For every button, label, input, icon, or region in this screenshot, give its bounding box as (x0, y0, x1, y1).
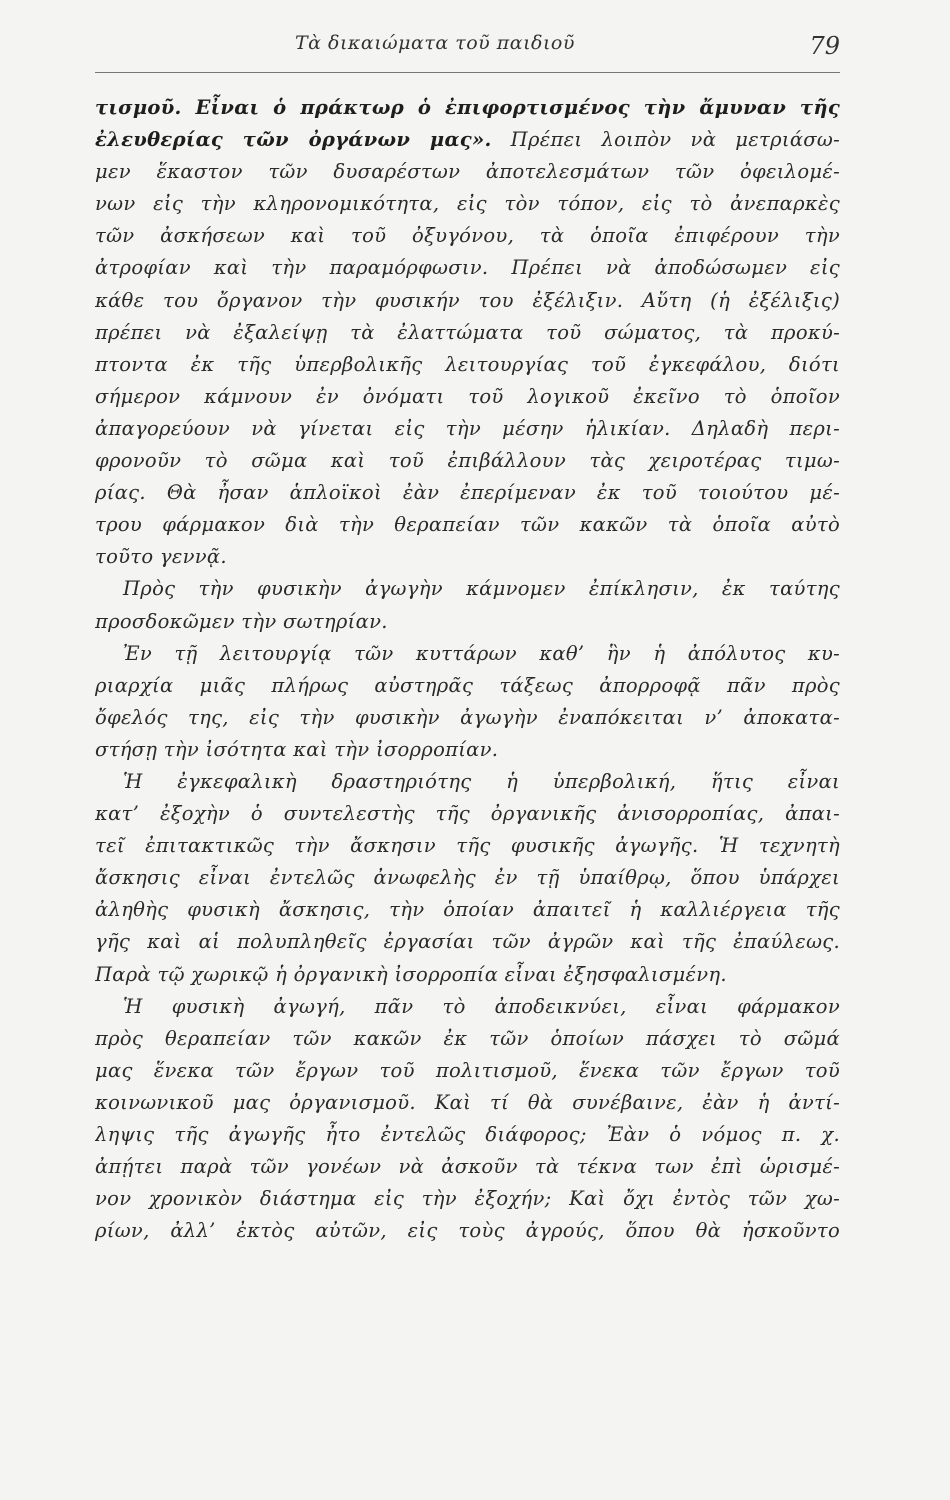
text-line: κοινωνικοῦ μας ὀργανισμοῦ. Καὶ τί θὰ συνέβαινε, ἐὰν ἡ ἀντί- (95, 1090, 840, 1114)
running-head: Τὰ δικαιώματα τοῦ παιδιοῦ (295, 32, 575, 54)
body-text (95, 92, 840, 1247)
text-line: ἀπαγορεύουν νὰ γίνεται εἰς τὴν μέσην ἡλικίαν. Δηλαδὴ περι- (95, 416, 840, 440)
page-header (95, 28, 840, 68)
text-line: ρίων, ἀλλ’ ἐκτὸς αὐτῶν, εἰς τοὺς ἀγρούς, ὅπου θὰ ἠσκοῦντο (95, 1219, 840, 1243)
text-line: τρου φάρμακον διὰ τὴν θεραπείαν τῶν κακῶν τὰ ὁποῖα αὐτὸ (95, 513, 840, 537)
header-rule (95, 72, 840, 73)
page-number: 79 (809, 32, 840, 60)
text-line: ἀτροφίαν καὶ τὴν παραμόρφωσιν. Πρέπει νὰ ἀποδώσωμεν εἰς (95, 256, 840, 280)
text-line: ριαρχία μιᾶς πλήρως αὐστηρᾶς τάξεως ἀπορροφᾷ πᾶν πρὸς (95, 673, 840, 697)
text-line: στήσῃ τὴν ἰσότητα καὶ τὴν ἰσορροπίαν. (95, 737, 499, 761)
text-line (95, 124, 840, 156)
text-line: ἀληθὴς φυσικὴ ἄσκησις, τὴν ὁποίαν ἀπαιτεῖ ἡ καλλιέργεια τῆς (95, 898, 840, 922)
text-line: ἀπῄτει παρὰ τῶν γονέων νὰ ἀσκοῦν τὰ τέκνα των ἐπὶ ὡρισμέ- (95, 1155, 840, 1179)
text-line: σήμερον κάμνουν ἐν ὀνόματι τοῦ λογικοῦ ἐκεῖνο τὸ ὁποῖον (95, 384, 840, 408)
line-text: Πρέπει λοιπὸν νὰ μετριάσω- (491, 128, 840, 152)
text-line: τοῦτο γεννᾷ. (95, 545, 227, 569)
text-line: ρίας. Θὰ ἦσαν ἁπλοϊκοὶ ἐὰν ἐπερίμεναν ἐκ τοῦ τοιούτου μέ- (95, 481, 840, 505)
text-line: τισμοῦ. Εἶναι ὁ πράκτωρ ὁ ἐπιφορτισμένος τὴν ἄμυναν τῆς (95, 96, 840, 119)
text-line: Πρὸς τὴν φυσικὴν ἀγωγὴν κάμνομεν ἐπίκλησιν, ἐκ ταύτης (123, 577, 840, 601)
text-line: Ἡ ἐγκεφαλικὴ δραστηριότης ἡ ὑπερβολική, ἥτις εἶναι (123, 769, 840, 793)
text-line: κατ’ ἐξοχὴν ὁ συντελεστὴς τῆς ὀργανικῆς ἀνισορροπίας, ἀπαι- (95, 802, 840, 826)
text-line: φρονοῦν τὸ σῶμα καὶ τοῦ ἐπιβάλλουν τὰς χειροτέρας τιμω- (95, 449, 840, 473)
text-line: γῆς καὶ αἱ πολυπληθεῖς ἐργασίαι τῶν ἀγρῶν καὶ τῆς ἐπαύλεως. (95, 930, 840, 954)
text-line: πρέπει νὰ ἐξαλείψῃ τὰ ἐλαττώματα τοῦ σώματος, τὰ προκύ- (95, 320, 840, 344)
text-line: ὄφελός της, εἰς τὴν φυσικὴν ἀγωγὴν ἐναπόκειται ν’ ἀποκατα- (95, 705, 840, 729)
bold-phrase: ἐλευθερίας τῶν ὀργάνων μας». (95, 128, 492, 152)
text-line: ληψις τῆς ἀγωγῆς ἦτο ἐντελῶς διάφορος; Ἐὰν ὁ νόμος π. χ. (95, 1123, 840, 1146)
text-line: μεν ἕκαστον τῶν δυσαρέστων ἀποτελεσμάτων τῶν ὀφειλομέ- (95, 160, 840, 184)
text-line: πτοντα ἐκ τῆς ὑπερβολικῆς λειτουργίας τοῦ ἐγκεφάλου, διότι (95, 352, 840, 376)
text-line: προσδοκῶμεν τὴν σωτηρίαν. (95, 609, 388, 633)
text-line: πρὸς θεραπείαν τῶν κακῶν ἐκ τῶν ὁποίων πάσχει τὸ σῶμά (95, 1026, 840, 1050)
text-line: Παρὰ τῷ χωρικῷ ἡ ὀργανικὴ ἰσορροπία εἶναι ἐξησφαλισμένη. (95, 962, 727, 986)
text-line: νων εἰς τὴν κληρονομικότητα, εἰς τὸν τόπον, εἰς τὸ ἀνεπαρκὲς (95, 192, 840, 216)
text-line: κάθε του ὄργανον τὴν φυσικήν του ἐξέλιξιν. Αὕτη (ἡ ἐξέλιξις) (95, 288, 840, 312)
text-line: Ἐν τῇ λειτουργίᾳ τῶν κυττάρων καθ’ ἣν ἡ ἀπόλυτος κυ- (123, 641, 840, 665)
text-line: Ἡ φυσικὴ ἀγωγή, πᾶν τὸ ἀποδεικνύει, εἶναι φάρμακον (123, 994, 840, 1018)
text-line: τεῖ ἐπιτακτικῶς τὴν ἄσκησιν τῆς φυσικῆς ἀγωγῆς. Ἡ τεχνητὴ (95, 834, 840, 858)
text-line: ἄσκησις εἶναι ἐντελῶς ἀνωφελὴς ἐν τῇ ὑπαίθρῳ, ὅπου ὑπάρχει (95, 866, 840, 890)
text-line: τῶν ἀσκήσεων καὶ τοῦ ὀξυγόνου, τὰ ὁποῖα ἐπιφέρουν τὴν (95, 224, 840, 248)
text-line: νον χρονικὸν διάστημα εἰς τὴν ἐξοχήν; Καὶ ὄχι ἐντὸς τῶν χω- (95, 1187, 840, 1211)
text-line: μας ἕνεκα τῶν ἔργων τοῦ πολιτισμοῦ, ἕνεκα τῶν ἔργων τοῦ (95, 1058, 840, 1082)
